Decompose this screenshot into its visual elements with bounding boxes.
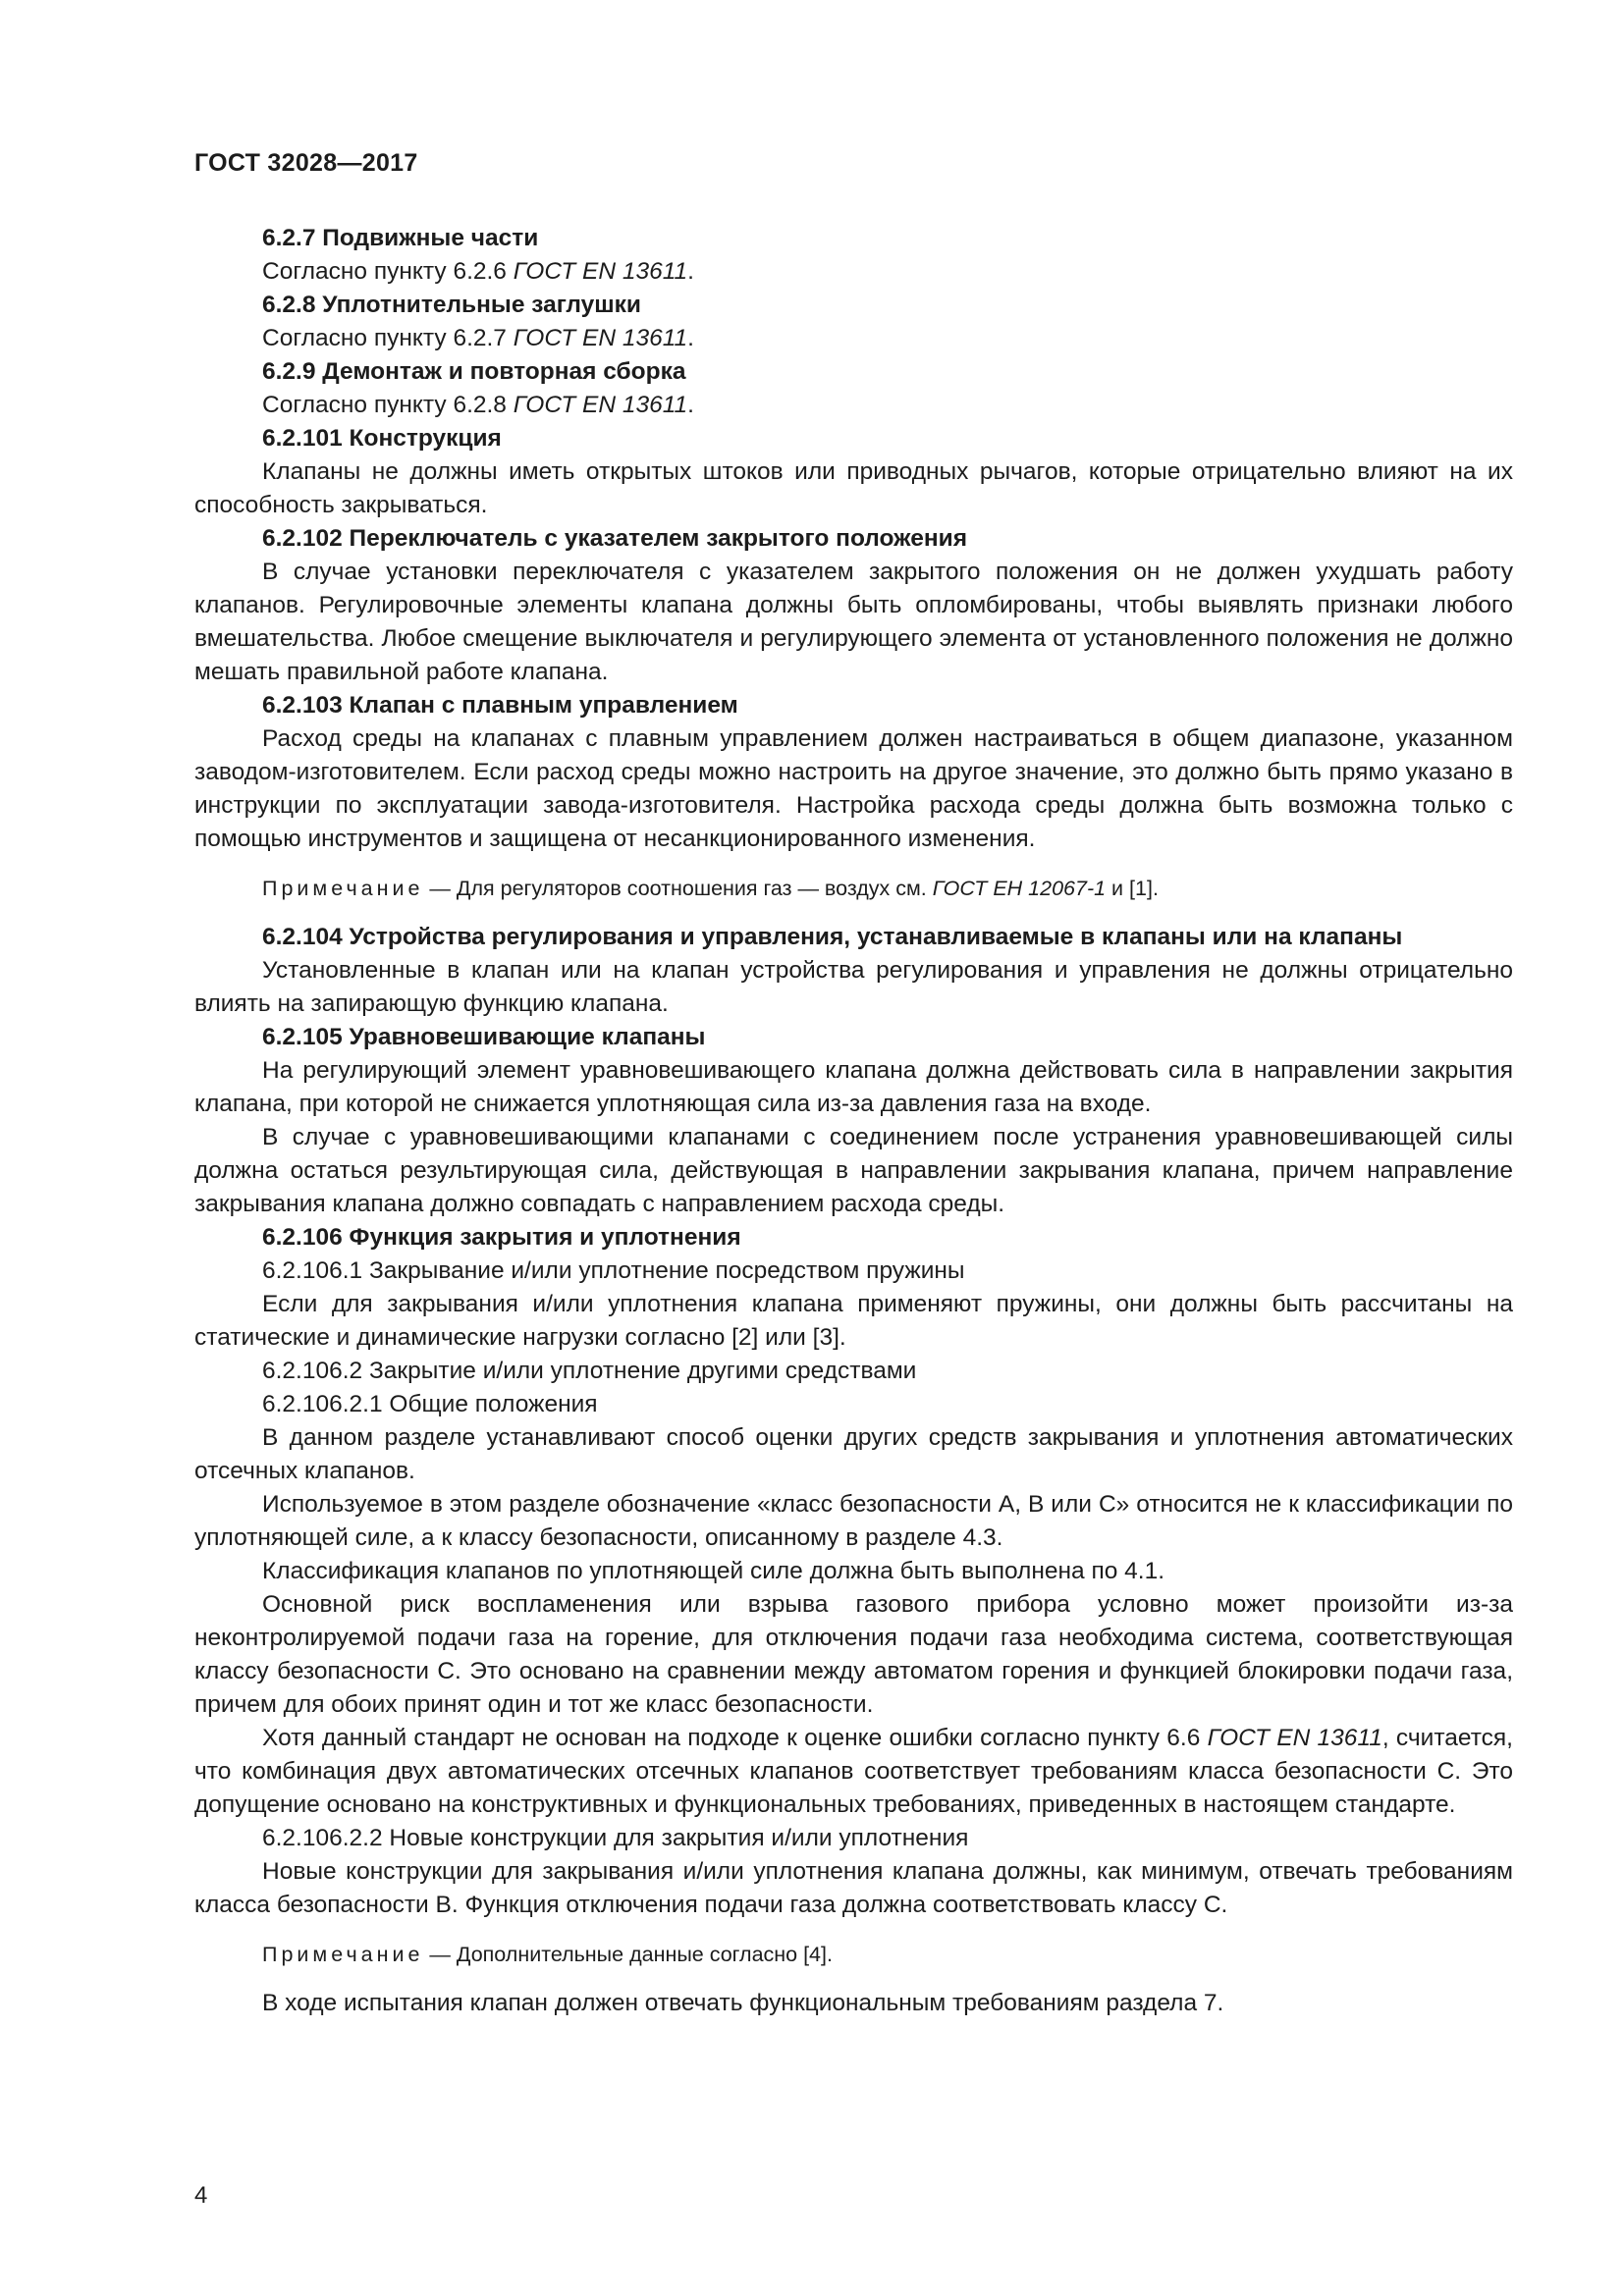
section-title-6-2-7: 6.2.7 Подвижные части bbox=[262, 225, 539, 251]
paragraph-6-2-106-2-1-b: Используемое в этом разделе обозначение «класс безопасности А, В или С» относится не к классификации по уплотняющей силе, а к классу безопасности, описанному в разделе 4.3. bbox=[194, 1491, 1513, 1551]
standard-reference: ГОСТ EN 13611 bbox=[513, 258, 688, 285]
text-run: , считается, что комбинация двух автоматических отсечных клапанов соответствует требованиям класса безопасности С. Это допущение основано на конструктивных и функциональных требованиях, приведенных в настоящем стандарте. bbox=[194, 1725, 1513, 1818]
document-header: ГОСТ 32028—2017 bbox=[194, 149, 418, 177]
section-title-6-2-101: 6.2.101 Конструкция bbox=[262, 425, 502, 452]
note-label: Примечание bbox=[262, 1943, 424, 1966]
note-label: Примечание bbox=[262, 877, 424, 900]
paragraph-6-2-9 bbox=[194, 389, 1513, 422]
paragraph-6-2-102: В случае установки переключателя с указателем закрытого положения он не должен ухудшать работу клапанов. Регулировочные элементы клапана должны быть опломбированы, чтобы выявлять признаки любого вмешательства. Любое смещение выключателя и регулирующего элемента от установленного положения не должно мешать правильной работе клапана. bbox=[194, 559, 1513, 685]
subsection-title-6-2-106-2-1: 6.2.106.2.1 Общие положения bbox=[262, 1391, 598, 1417]
section-title-6-2-105: 6.2.105 Уравновешивающие клапаны bbox=[262, 1024, 706, 1050]
standard-reference: ГОСТ EN 13611 bbox=[1207, 1725, 1382, 1751]
subsection-title-6-2-106-2-2: 6.2.106.2.2 Новые конструкции для закрытия и/или уплотнения bbox=[262, 1825, 969, 1851]
document-body bbox=[194, 222, 1513, 2020]
paragraph-6-2-105-b: В случае с уравновешивающими клапанами с соединением после устранения уравновешивающей силы должна остаться результирующая сила, действующая в направлении закрывания клапана, причем направление закрывания клапана должно совпадать с направлением расхода среды. bbox=[194, 1124, 1513, 1217]
text-run: Хотя данный стандарт не основан на подходе к оценке ошибки согласно пункту 6.6 bbox=[262, 1725, 1208, 1751]
paragraph-6-2-106-2-2: Новые конструкции для закрывания и/или уплотнения клапана должны, как минимум, отвечать требованиям класса безопасности В. Функция отключения подачи газа должна соответствовать классу С. bbox=[194, 1858, 1513, 1918]
section-title-6-2-8: 6.2.8 Уплотнительные заглушки bbox=[262, 292, 641, 318]
paragraph-final: В ходе испытания клапан должен отвечать функциональным требованиям раздела 7. bbox=[262, 1990, 1224, 2016]
text-run: . bbox=[687, 325, 694, 351]
paragraph-6-2-101: Клапаны не должны иметь открытых штоков или приводных рычагов, которые отрицательно влияют на их способность закрываться. bbox=[194, 458, 1513, 518]
section-title-6-2-103: 6.2.103 Клапан с плавным управлением bbox=[262, 692, 738, 719]
text-run: . bbox=[687, 392, 694, 418]
paragraph-6-2-8 bbox=[194, 322, 1513, 355]
text-run: Согласно пункту 6.2.8 bbox=[262, 392, 514, 418]
standard-reference: ГОСТ EN 13611 bbox=[513, 325, 688, 351]
standard-reference: ГОСТ EN 13611 bbox=[513, 392, 688, 418]
text-run: Согласно пункту 6.2.7 bbox=[262, 325, 514, 351]
paragraph-6-2-104: Установленные в клапан или на клапан устройства регулирования и управления не должны отрицательно влиять на запирающую функцию клапана. bbox=[194, 957, 1513, 1017]
section-title-6-2-104: 6.2.104 Устройства регулирования и управления, устанавливаемые в клапаны или на клапаны bbox=[262, 924, 1403, 950]
page-number: 4 bbox=[194, 2182, 208, 2209]
paragraph-6-2-106-2-1-d: Основной риск воспламенения или взрыва газового прибора условно может произойти из-за неконтролируемой подачи газа на горение, для отключения подачи газа необходима система, соответствующая классу безопасности С. Это основано на сравнении между автоматом горения и функцией блокировки подачи газа, причем для обоих принят один и тот же класс безопасности. bbox=[194, 1591, 1513, 1718]
section-title-6-2-9: 6.2.9 Демонтаж и повторная сборка bbox=[262, 358, 686, 385]
text-run: — Для регуляторов соотношения газ — воздух см. bbox=[423, 877, 933, 900]
paragraph-6-2-106-2-1-c: Классификация клапанов по уплотняющей силе должна быть выполнена по 4.1. bbox=[262, 1558, 1165, 1584]
paragraph-6-2-103: Расход среды на клапанах с плавным управлением должен настраиваться в общем диапазоне, указанном заводом-изготовителем. Если расход среды можно настроить на другое значение, это должно быть прямо указано в инструкции по эксплуатации завода-изготовителя. Настройка расхода среды должна быть возможна только с помощью инструментов и защищена от несанкционированного изменения. bbox=[194, 725, 1513, 852]
note-1 bbox=[194, 872, 1513, 905]
text-run: . bbox=[687, 258, 694, 285]
subsection-title-6-2-106-2: 6.2.106.2 Закрытие и/или уплотнение другими средствами bbox=[262, 1358, 917, 1384]
paragraph-6-2-106-2-1-a: В данном разделе устанавливают способ оценки других средств закрывания и уплотнения автоматических отсечных клапанов. bbox=[194, 1424, 1513, 1484]
text-run: и [1]. bbox=[1106, 877, 1159, 900]
text-run: — Дополнительные данные согласно [4]. bbox=[423, 1943, 833, 1966]
paragraph-6-2-106-2-1-e bbox=[194, 1722, 1513, 1822]
paragraph-6-2-105-a: На регулирующий элемент уравновешивающего клапана должна действовать сила в направлении закрытия клапана, при которой не снижается уплотняющая сила из-за давления газа на входе. bbox=[194, 1057, 1513, 1117]
paragraph-6-2-7 bbox=[194, 255, 1513, 289]
note-2 bbox=[194, 1938, 1513, 1971]
section-title-6-2-102: 6.2.102 Переключатель с указателем закрытого положения bbox=[262, 525, 968, 552]
subsection-title-6-2-106-1: 6.2.106.1 Закрывание и/или уплотнение посредством пружины bbox=[262, 1257, 965, 1284]
section-title-6-2-106: 6.2.106 Функция закрытия и уплотнения bbox=[262, 1224, 741, 1251]
paragraph-6-2-106-1: Если для закрывания и/или уплотнения клапана применяют пружины, они должны быть рассчитаны на статические и динамические нагрузки согласно [2] или [3]. bbox=[194, 1291, 1513, 1351]
standard-reference: ГОСТ ЕН 12067-1 bbox=[932, 877, 1107, 900]
text-run: Согласно пункту 6.2.6 bbox=[262, 258, 514, 285]
